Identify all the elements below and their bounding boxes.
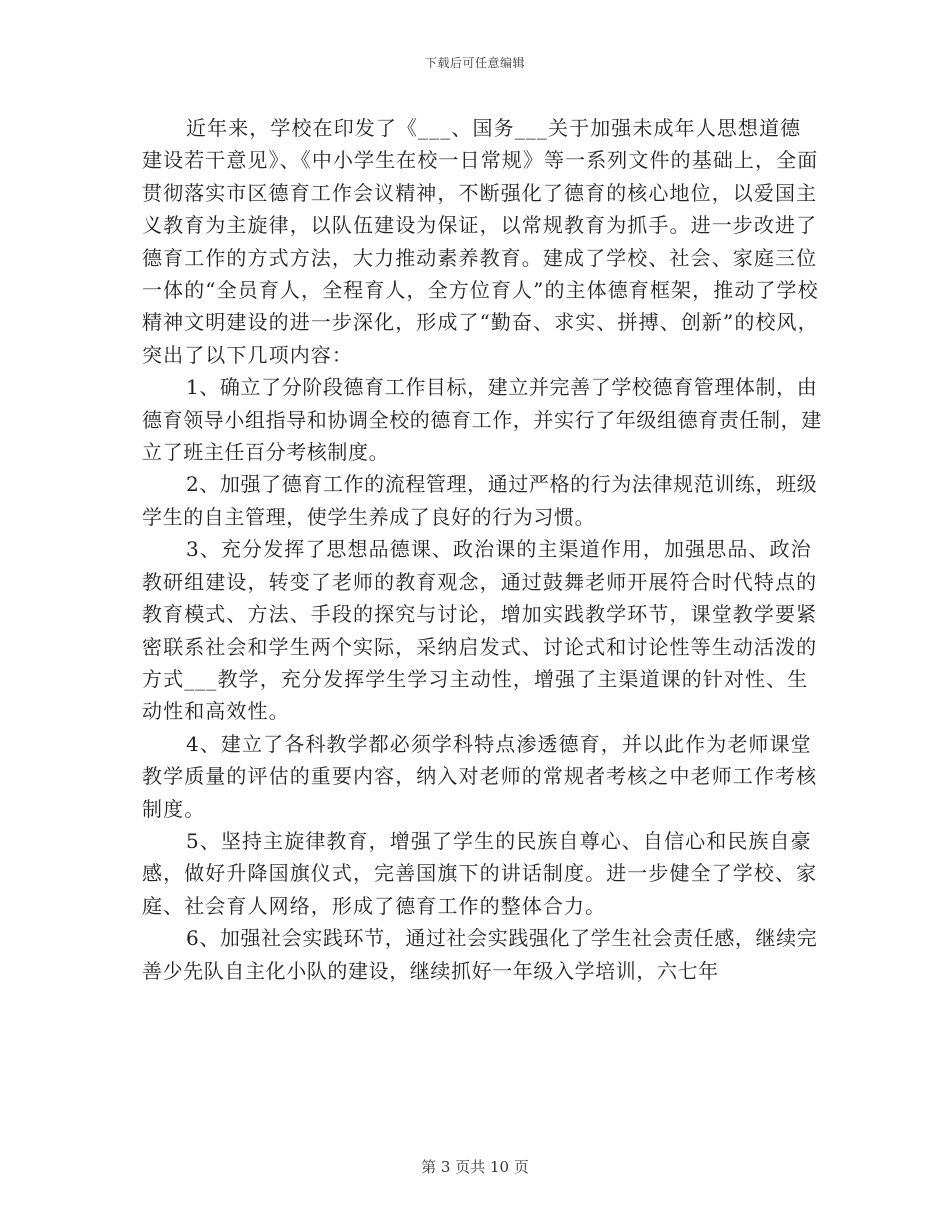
page-number-footer: 第 3 页共 10 页 [421,1158,529,1176]
page-header: 下载后可任意编辑 [424,56,525,70]
paragraph-item-1: 1、确立了分阶段德育工作目标，建立并完善了学校德育管理体制，由德育领导小组指导和协调全校的德育工作，并实行了年级组德育责任制，建立了班主任百分考核制度。 [142,375,822,465]
paragraph-item-4: 4、建立了各科教学都必须学科特点渗透德育，并以此作为老师课堂教学质量的评估的重要内容，纳入对老师的常规者考核之中老师工作考核制度。 [142,731,818,821]
paragraph-item-5: 5、坚持主旋律教育，增强了学生的民族自尊心、自信心和民族自豪感，做好升降国旗仪式，完善国旗下的讲话制度。进一步健全了学校、家庭、社会育人网络，形成了德育工作的整体合力。 [142,828,818,918]
paragraph-item-6: 6、加强社会实践环节，通过社会实践强化了学生社会责任感，继续完善少先队自主化小队的建设，继续抓好一年级入学培训，六七年 [142,926,818,983]
document-body [142,112,822,987]
paragraph-item-3: 3、充分发挥了思想品德课、政治课的主渠道作用，加强思品、政治教研组建设，转变了老师的教育观念，通过鼓舞老师开展符合时代特点的教育模式、方法、手段的探究与讨论，增加实践教学环节，课堂教学要紧密联系社会和学生两个实际，采纳启发式、讨论式和讨论性等生动活泼的方式___教学，充分发挥学生学习主动性，增强了主渠道课的针对性、生动性和高效性。 [142,537,818,724]
paragraph-intro: 近年来，学校在印发了《___、国务___关于加强未成年人思想道德建设若干意见》、《中小学生在校一日常规》等一系列文件的基础上，全面贯彻落实市区德育工作会议精神，不断强化了德育的核心地位，以爱国主义教育为主旋律，以队伍建设为保证，以常规教育为抓手。进一步改进了德育工作的方式方法，大力推动素养教育。建成了学校、社会、家庭三位一体的“全员育人，全程育人，全方位育人”的主体德育框架，推动了学校精神文明建设的进一步深化，形成了“勤奋、求实、拼搏、创新”的校风，突出了以下几项内容： [142,116,819,367]
paragraph-item-2: 2、加强了德育工作的流程管理，通过严格的行为法律规范训练，班级学生的自主管理，使学生养成了良好的行为习惯。 [142,472,818,529]
